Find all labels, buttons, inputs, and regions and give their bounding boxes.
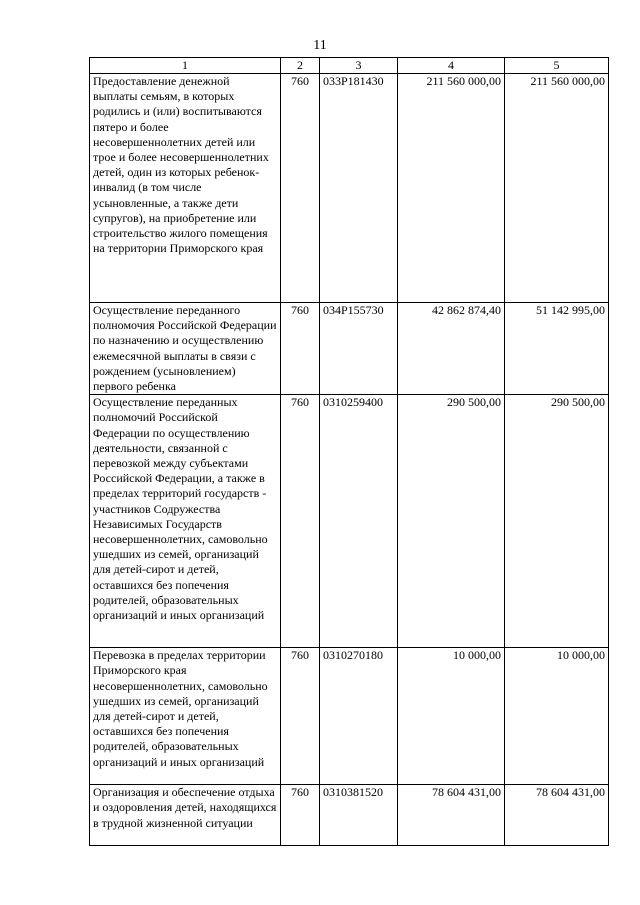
- table-row: [90, 648, 609, 785]
- row-amount-col5: 51 142 995,00: [505, 303, 609, 395]
- table-row: [90, 395, 609, 648]
- row-amount-col4: 211 560 000,00: [398, 74, 505, 303]
- column-header-3: 3: [320, 58, 398, 74]
- row-amount-col5: 290 500,00: [505, 395, 609, 648]
- table-row: [90, 303, 609, 395]
- row-code: 760: [281, 74, 320, 303]
- budget-table: [89, 57, 609, 846]
- column-header-5: 5: [505, 58, 609, 74]
- row-target-code: 0310270180: [320, 648, 398, 785]
- row-description: Организация и обеспечение отдыха и оздоровления детей, находящихся в трудной жизненной ситуации: [90, 785, 281, 846]
- row-description: Осуществление переданного полномочия Российской Федерации по назначению и осуществлению ежемесячной выплаты в связи с рождением (усыновлением) первого ребенка: [90, 303, 281, 395]
- column-header-1: 1: [90, 58, 281, 74]
- row-amount-col5: 10 000,00: [505, 648, 609, 785]
- column-header-2: 2: [281, 58, 320, 74]
- row-code: 760: [281, 648, 320, 785]
- page-number: 11: [313, 38, 327, 53]
- row-code: 760: [281, 303, 320, 395]
- row-amount-col4: 290 500,00: [398, 395, 505, 648]
- row-target-code: 0310259400: [320, 395, 398, 648]
- row-target-code: 0310381520: [320, 785, 398, 846]
- row-target-code: 033P181430: [320, 74, 398, 303]
- row-amount-col4: 78 604 431,00: [398, 785, 505, 846]
- column-header-4: 4: [398, 58, 505, 74]
- row-description: Перевозка в пределах территории Приморского края несовершеннолетних, самовольно ушедших из семей, организаций для детей-сирот и детей, оставшихся без попечения родителей, образовательных организаций и иных организаций: [90, 648, 281, 785]
- row-amount-col4: 10 000,00: [398, 648, 505, 785]
- table-header-row: [90, 58, 609, 74]
- row-amount-col5: 211 560 000,00: [505, 74, 609, 303]
- row-code: 760: [281, 785, 320, 846]
- table-row: [90, 785, 609, 846]
- row-code: 760: [281, 395, 320, 648]
- row-target-code: 034P155730: [320, 303, 398, 395]
- table-row: [90, 74, 609, 303]
- row-amount-col5: 78 604 431,00: [505, 785, 609, 846]
- row-description: Осуществление переданных полномочий Российской Федерации по осуществлению деятельности, связанной с перевозкой между субъектами Российской Федерации, а также в пределах территорий государств - участников Содружества Независимых Государств несовершеннолетних, самовольно ушедших из семей, организаций для детей-сирот и детей, оставшихся без попечения родителей, образовательных организаций и иных организаций: [90, 395, 281, 648]
- row-description: Предоставление денежной выплаты семьям, в которых родились и (или) воспитываются пятеро и более несовершеннолетних детей или трое и более несовершеннолетних детей, один из которых ребенок-инвалид (в том числе усыновленные, а также дети супругов), на приобретение или строительство жилого помещения на территории Приморского края: [90, 74, 281, 303]
- row-amount-col4: 42 862 874,40: [398, 303, 505, 395]
